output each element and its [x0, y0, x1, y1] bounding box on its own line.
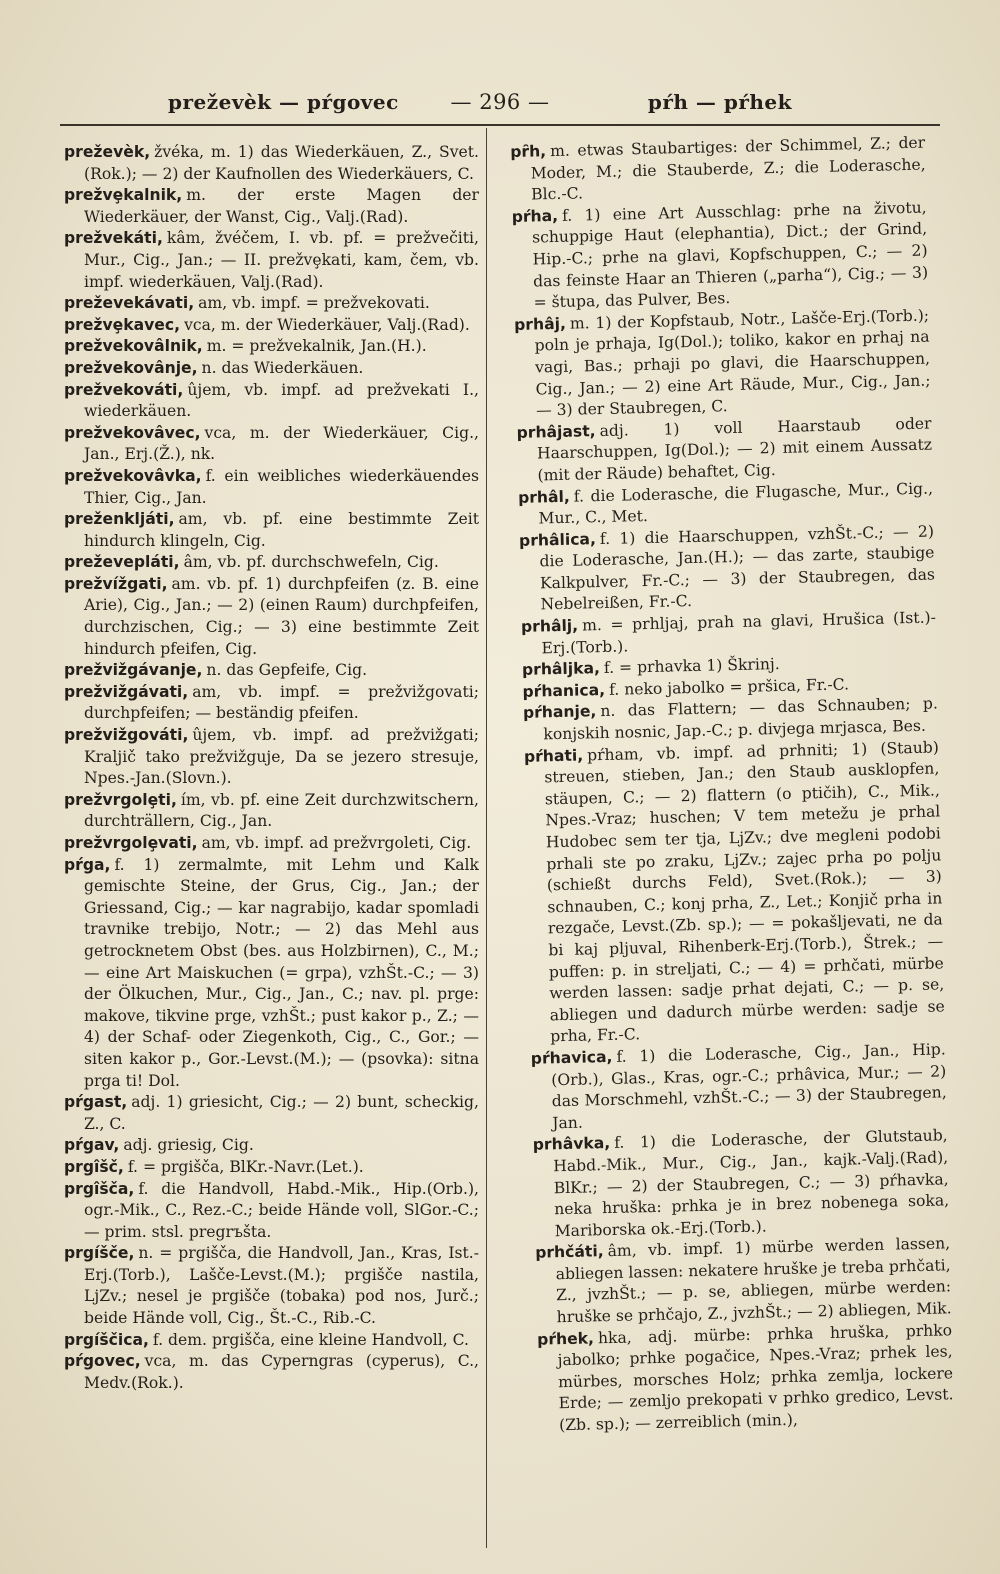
- entry-headword: pŕhanica,: [522, 680, 606, 701]
- dictionary-entry: [64, 185, 479, 228]
- entry-headword: pŕgav,: [64, 1136, 120, 1155]
- entry-definition: f. dem. prgišča, eine kleine Handvoll, C.: [152, 1330, 469, 1349]
- entry-definition: f. 1) die Loderasche, der Glutstaub, Habd.-Mik., Mur., Cig., Jan., kajk.-Valj.(Rad), BlKr.; — 2) der Staubregen, C.; — 3) pŕhavka, neka hruška: prhka je in brez nobenega soka, Mariborska ok.-Erj.(Torb.).: [553, 1126, 950, 1240]
- entry-headword: pŕhek,: [536, 1329, 595, 1349]
- entry-headword: prežvižgávati,: [64, 682, 189, 701]
- entry-headword: prhâvka,: [532, 1134, 611, 1155]
- entry-definition: pŕham, vb. impf. ad prhniti; 1) (Staub) streuen, stieben, Jan.; den Staub ausklopfen, stäupen, C.; — 2) flattern (o ptičih), C., Mik., Npes.-Vraz; huschen; V tem metežu je prhal Hudobec sem ter tja, LjZv.; dve megleni podobi prhali ste po zraku, LjZv.; zajec prha po polju (schießt durchs Feld), Svet.(Rok.); — 3) schnauben, C.; konj prha, Z., Let.; Konjič prha in rezgače, Levst.(Zb. sp.); — = pokašljevati, ne da bi kaj pljuval, Rihenberk-Erj.(Torb.), Štrek.; — puffen: p. in streljati, C.; — 4) = prhčati, mürbe werden lassen: sadje prhat dejati, C.; — p. se, abliegen und dadurch mürbe werden: sadje se prha, Fr.-C.: [544, 738, 945, 1046]
- entry-definition: f. 1) die Loderasche, Cig., Jan., Hip.(Orb.), Glas., Kras, ogr.-C.; prhâvica, Mur.; — 2) das Morschmehl, vzhŠt.-C.; — 3) der Staubregen, Jan.: [551, 1040, 947, 1133]
- entry-headword: prežvižgávanje,: [64, 661, 203, 680]
- dictionary-entry: [64, 574, 479, 660]
- dictionary-entry: [64, 315, 479, 337]
- entry-headword: prežvȩkavec,: [64, 315, 181, 334]
- dictionary-entry: [513, 305, 931, 422]
- entry-headword: prhâl,: [517, 487, 571, 507]
- dictionary-entry: [64, 1351, 479, 1394]
- entry-definition: m. etwas Staubartiges: der Schimmel, Z.; der Moder, M.; die Stauberde, Z.; die Loderasche, Blc.-C.: [530, 133, 926, 204]
- entry-headword: prhâlj,: [520, 616, 579, 636]
- entry-headword: pȓh,: [510, 142, 547, 161]
- entry-headword: preževekávati,: [64, 294, 195, 313]
- dictionary-entry: [64, 790, 479, 833]
- entry-definition: am, vb. pf. eine bestimmte Zeit hindurch klingeln, Cig.: [84, 510, 479, 550]
- entry-definition: f. neko jabolko = pršica, Fr.-C.: [608, 675, 850, 699]
- dictionary-entry: [64, 660, 479, 682]
- entry-headword: pŕha,: [511, 206, 559, 226]
- entry-definition: n. das Flattern; — das Schnauben; p. konjskih nosnic, Jap.-C.; p. divjega mrjasca, Bes.: [543, 694, 939, 744]
- dictionary-entry: [64, 855, 479, 1093]
- dictionary-entry: [64, 423, 479, 466]
- entry-definition: am, vb. impf. ad prežvrgoleti, Cig.: [201, 834, 472, 852]
- entry-headword: pŕgovec,: [64, 1352, 141, 1371]
- dictionary-entry: [64, 1330, 479, 1352]
- dictionary-entry: [64, 142, 479, 185]
- entry-headword: prežvȩkalnik,: [64, 186, 183, 205]
- entry-headword: preževèk,: [64, 143, 151, 161]
- dictionary-entry: [64, 725, 479, 790]
- entry-definition: f. 1) eine Art Ausschlag: prhe na životu, schuppige Haut (elephantia), Dict.; der Grind, Hip.-C.; prhe na glavi, Kopfschuppen, C.; — 2) das feinste Haar an Thieren („parha“), Cig.; — 3) = štupa, das Pulver, Bes.: [531, 198, 929, 312]
- entry-definition: vca, m. das Cyperngras (cyperus), C., Medv.(Rok.).: [84, 1352, 479, 1392]
- dictionary-entry: [64, 1135, 479, 1157]
- entry-headword: prežvrgolȩti,: [64, 790, 177, 809]
- entry-definition: am, vb. impf. = prežvižgovati; durchpfeifen; — beständig pfeifen.: [84, 682, 479, 723]
- dictionary-entry: [64, 1243, 479, 1329]
- entry-headword: prežvekovâlnik,: [64, 337, 203, 356]
- entry-headword: prežvekáti,: [64, 229, 163, 248]
- entry-headword: prežvekovâvec,: [64, 423, 201, 442]
- entry-definition: âm, vb. pf. durchschwefeln, Cig.: [183, 553, 439, 572]
- dictionary-entry: [511, 197, 929, 314]
- entry-headword: prhâjast,: [516, 421, 596, 442]
- entry-headword: prgîšča,: [64, 1179, 135, 1198]
- dictionary-entry: [64, 1092, 479, 1135]
- dictionary-entry: [64, 380, 479, 423]
- entry-definition: ûjem, vb. impf. ad prežvižgati; Kraljič tako prežvižguje, Da se jezero stresuje, Npes.-Jan.(Slovn.).: [84, 726, 479, 788]
- dictionary-entry: [64, 466, 479, 509]
- entry-definition: m. = prhljaj, prah na glavi, Hrušica (Ist.)-Erj.(Torb.).: [541, 608, 937, 658]
- dictionary-entry: [535, 1234, 952, 1329]
- entry-headword: preževepláti,: [64, 553, 180, 572]
- entry-headword: prežvekovâvka,: [64, 466, 202, 485]
- entry-headword: prgîšč,: [64, 1157, 124, 1176]
- page-header: [60, 84, 940, 126]
- entry-headword: prežvrgolȩvati,: [64, 834, 198, 852]
- dictionary-entry: [532, 1126, 950, 1243]
- entry-definition: f. 1) zermalmte, mit Lehm und Kalk gemischte Steine, der Grus, Cig., Jan.; der Griessand, Cig.; — kar nagrabijo, kadar spomladi travnike trebijo, Notr.; — 2) das Mehl aus getrocknetem Obst (bes. aus Holzbirnen), C., M.; — eine Art Maiskuchen (= grpa), vzhŠt.-C.; — 3) der Ölkuchen, Mur., Cig., Jan., C.; nav. pl. prge: makove, tikvine prge, vzhŠt.; pust kakor p., Z.; — 4) der Schaf- oder Ziegenkoth, Cig., C., Gor.; — siten kakor p., Gor.-Levst.(M.); — (psovka): sitna prga ti! Dol.: [84, 855, 479, 1090]
- entry-definition: ím, vb. pf. eine Zeit durchzwitschern, durchträllern, Cig., Jan.: [84, 790, 479, 831]
- entry-definition: f. = prhavka 1) Škrinj.: [603, 655, 780, 678]
- entry-headword: prgíščica,: [64, 1330, 149, 1349]
- page-number: — 296 —: [450, 90, 550, 114]
- entry-headword: prgíšče,: [64, 1244, 135, 1263]
- dictionary-entry: [64, 1179, 479, 1244]
- entry-definition: vca, m. der Wiederkäuer, Cig., Jan., Erj.(Ž.), nk.: [84, 423, 479, 464]
- entry-definition: n. das Wiederkäuen.: [201, 358, 364, 377]
- entry-headword: prežvekovânje,: [64, 358, 198, 377]
- header-right-guide-words: pŕh — pŕhek: [647, 90, 792, 114]
- entry-definition: ûjem, vb. impf. ad prežvekati I., wiederkäuen.: [84, 380, 479, 421]
- entry-definition: žvéka, m. 1) das Wiederkäuen, Z., Svet.(Rok.); — 2) der Kaufnollen des Wiederkäuers, C.: [84, 143, 479, 183]
- header-left-guide-words: preževèk — pŕgovec: [168, 90, 399, 114]
- entry-definition: f. die Handvoll, Habd.-Mik., Hip.(Orb.), ogr.-Mik., C., Rez.-C.; beide Hände voll, SlGor.-C.; — prim. stsl. pregrъšta.: [84, 1179, 479, 1241]
- entry-definition: m. 1) der Kopfstaub, Notr., Lašče-Erj.(Torb.); poln je prhaja, Ig(Dol.); toliko, kakor en prhaj na vagi, Bas.; prhaji po glavi, die Haarschuppen, Cig., Jan.; — 2) eine Art Räude, Mur., Cig., Jan.; — 3) der Staubregen, C.: [534, 306, 931, 420]
- dictionary-entry: [64, 682, 479, 725]
- dictionary-entry: [64, 509, 479, 552]
- entry-definition: n. = prgišča, die Handvoll, Jan., Kras, Ist.-Erj.(Torb.), Lašče-Levst.(M.); prgišče nastila, LjZv.; nesel je prgišče (tobaka) pod nos, Jurč.; beide Hände voll, Cig., Št.-C., Rib.-C.: [84, 1244, 479, 1328]
- entry-definition: adj. griesig, Cig.: [123, 1136, 254, 1155]
- entry-definition: m. = prežvekalnik, Jan.(H.).: [206, 337, 427, 356]
- entry-headword: pŕhati,: [523, 746, 584, 766]
- left-column: [64, 142, 479, 1562]
- entry-headword: prhâj,: [513, 314, 567, 334]
- dictionary-entry: [530, 1039, 948, 1134]
- entry-headword: pŕhavica,: [530, 1047, 613, 1068]
- dictionary-entry: [536, 1320, 954, 1437]
- dictionary-entry: [516, 413, 933, 487]
- dictionary-entry: [64, 552, 479, 574]
- entry-definition: adj. 1) griesicht, Cig.; — 2) bunt, scheckig, Z., C.: [84, 1093, 479, 1133]
- entry-headword: prhâljka,: [521, 659, 601, 680]
- entry-definition: kâm, žvéčem, I. vb. pf. = prežvečiti, Mur., Cig., Jan.; — II. prežvȩkati, kam, čem, vb. impf. wiederkäuen, Valj.(Rad).: [84, 229, 479, 291]
- entry-headword: prhčáti,: [535, 1242, 604, 1262]
- column-divider: [486, 128, 487, 1548]
- entry-headword: prežvižgováti,: [64, 726, 189, 745]
- entry-definition: f. = prgišča, BlKr.-Navr.(Let.).: [127, 1157, 364, 1176]
- entry-definition: vca, m. der Wiederkäuer, Valj.(Rad).: [184, 315, 470, 334]
- dictionary-entry: [64, 358, 479, 380]
- entry-definition: m. der erste Magen der Wiederkäuer, der Wanst, Cig., Valj.(Rad).: [84, 186, 479, 226]
- entry-definition: f. ein weibliches wiederkäuendes Thier, Cig., Jan.: [84, 466, 479, 507]
- entry-headword: pŕhanje,: [522, 702, 597, 723]
- entry-headword: prhâlica,: [518, 529, 597, 550]
- dictionary-entry: [523, 737, 946, 1048]
- entry-headword: pŕgast,: [64, 1093, 128, 1112]
- entry-definition: am, vb. impf. = prežvekovati.: [198, 294, 430, 313]
- entry-definition: adj. 1) voll Haarstaub oder Haarschuppen, Ig(Dol.); — 2) mit einem Aussatz (mit der Räude) behaftet, Cig.: [536, 414, 933, 485]
- dictionary-entry: [64, 336, 479, 358]
- entry-definition: hka, adj. mürbe: prhka hruška, prhko jabolko; prhke pogačice, Npes.-Vraz; prhek les, mürbes, morsches Holz; prhka zemlja, lockere Erde; — zemljo prekopati v prhko gredico, Levst.(Zb. sp.); — zerreiblich (min.),: [557, 1320, 954, 1435]
- dictionary-entry: [64, 1157, 479, 1179]
- entry-headword: preženkljáti,: [64, 510, 175, 529]
- dictionary-entry: [518, 521, 936, 616]
- dictionary-entry: [510, 133, 926, 207]
- entry-definition: âm, vb. impf. 1) mürbe werden lassen, abliegen lassen: nekatere hruške je treba prhčati, Z., jvzhŠt.; — p. se, abliegen, mürbe werden: hruške se prhčajo, Z., jvzhŠt.; — 2) abliegen, Mik.: [555, 1234, 952, 1327]
- right-column: [510, 133, 957, 1562]
- entry-headword: prežvížgati,: [64, 574, 168, 593]
- entry-definition: f. die Loderasche, die Flugasche, Mur., Cig., Mur., C., Met.: [538, 478, 934, 528]
- entry-headword: pŕga,: [64, 855, 111, 874]
- entry-definition: f. 1) die Haarschuppen, vzhŠt.-C.; — 2) die Loderasche, Jan.(H.); — das zarte, staubige Kalkpulver, Fr.-C.; — 3) der Staubregen, das Nebelreißen, Fr.-C.: [539, 522, 936, 614]
- entry-definition: am. vb. pf. 1) durchpfeifen (z. B. eine Arie), Cig., Jan.; — 2) (einen Raum) durchpfeifen, durchzischen, Cig.; — 3) eine bestimmte Zeit hindurch pfeifen, Cig.: [84, 574, 479, 658]
- entry-headword: prežvekováti,: [64, 380, 184, 399]
- dictionary-entry: [64, 228, 479, 293]
- entry-definition: n. das Gepfeife, Cig.: [206, 661, 368, 680]
- dictionary-entry: [64, 293, 479, 315]
- dictionary-entry: [64, 833, 479, 855]
